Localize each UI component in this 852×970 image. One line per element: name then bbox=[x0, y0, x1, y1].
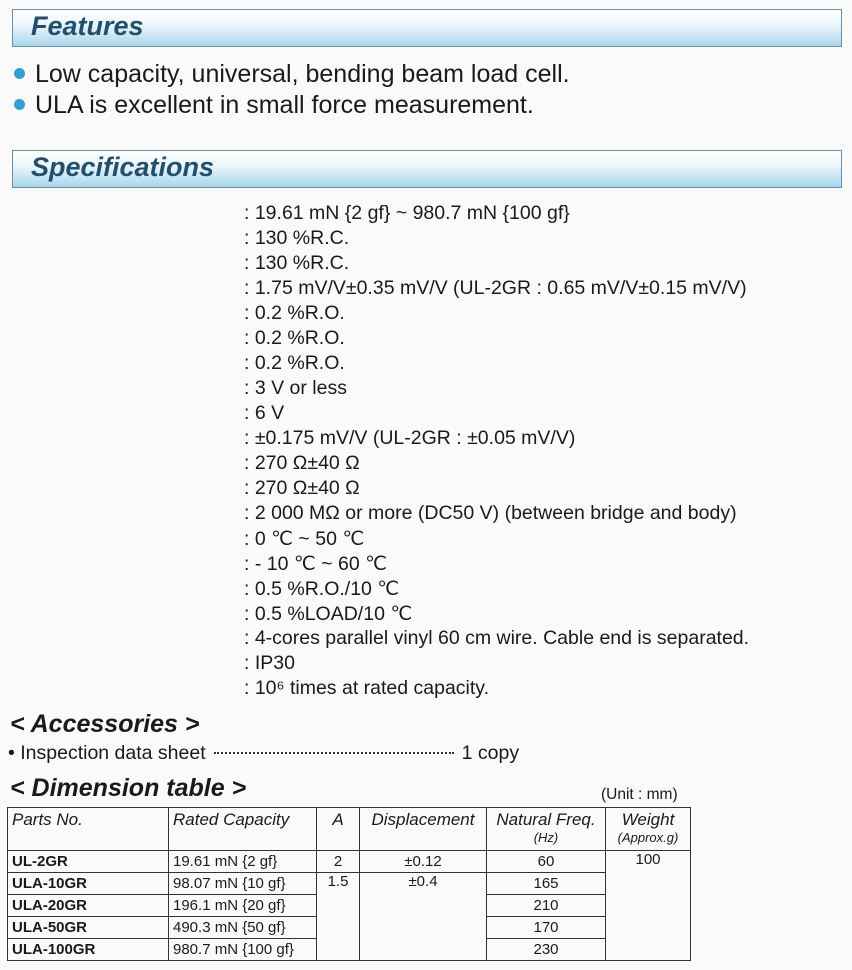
specifications-banner bbox=[12, 150, 842, 188]
header-displacement: Displacement bbox=[360, 808, 487, 851]
header-weight: Weight (Approx.g) bbox=[606, 808, 691, 851]
dimension-a: 1.5 bbox=[317, 873, 360, 961]
spec-value: : 270 Ω±40 Ω bbox=[244, 477, 360, 499]
table-header-row bbox=[8, 808, 691, 851]
natural-frequency: 210 bbox=[487, 895, 606, 917]
spec-value: : 4-cores parallel vinyl 60 cm wire. Cable end is separated. bbox=[244, 627, 750, 649]
rated-capacity: 19.61 mN {2 gf} bbox=[169, 851, 317, 873]
displacement: ±0.4 bbox=[360, 873, 487, 961]
rated-capacity: 196.1 mN {20 gf} bbox=[169, 895, 317, 917]
rated-capacity: 98.07 mN {10 gf} bbox=[169, 873, 317, 895]
header-a: A bbox=[317, 808, 360, 851]
features-heading: Features bbox=[31, 11, 144, 41]
accessory-name: Inspection data sheet bbox=[20, 742, 206, 764]
bullet-icon bbox=[14, 99, 25, 110]
spec-value: : ±0.175 mV/V (UL-2GR : ±0.05 mV/V) bbox=[244, 427, 576, 449]
spec-value: : 130 %R.C. bbox=[244, 252, 350, 274]
spec-value: : - 10 ℃ ~ 60 ℃ bbox=[244, 553, 387, 575]
spec-value: : 0.2 %R.O. bbox=[244, 327, 345, 349]
spec-value: : 10⁶ times at rated capacity. bbox=[244, 677, 490, 699]
feature-item: Low capacity, universal, bending beam load cell. bbox=[14, 60, 570, 89]
part-number: ULA-20GR bbox=[8, 895, 169, 917]
rated-capacity: 490.3 mN {50 gf} bbox=[169, 917, 317, 939]
natural-frequency: 165 bbox=[487, 873, 606, 895]
table-row bbox=[8, 873, 691, 895]
accessory-item bbox=[8, 742, 519, 765]
features-banner bbox=[12, 9, 842, 47]
dimension-table-heading: < Dimension table > bbox=[10, 774, 247, 802]
spec-value: : 6 V bbox=[244, 402, 285, 424]
dimension-a: 2 bbox=[317, 851, 360, 873]
part-number: ULA-50GR bbox=[8, 917, 169, 939]
spec-value: : 0.5 %R.O./10 ℃ bbox=[244, 578, 400, 600]
spec-value: : 19.61 mN {2 gf} ~ 980.7 mN {100 gf} bbox=[244, 202, 570, 224]
displacement: ±0.12 bbox=[360, 851, 487, 873]
part-number: ULA-10GR bbox=[8, 873, 169, 895]
spec-value: : 2 000 MΩ or more (DC50 V) (between bridge and body) bbox=[244, 502, 737, 524]
weight: 100 bbox=[606, 851, 691, 961]
specifications-heading: Specifications bbox=[31, 152, 215, 182]
spec-value: : 0 ℃ ~ 50 ℃ bbox=[244, 528, 365, 550]
natural-frequency: 230 bbox=[487, 939, 606, 961]
dimension-table bbox=[7, 807, 691, 961]
accessories-heading: < Accessories > bbox=[10, 710, 200, 738]
spec-value: : 270 Ω±40 Ω bbox=[244, 452, 360, 474]
natural-frequency: 170 bbox=[487, 917, 606, 939]
rated-capacity: 980.7 mN {100 gf} bbox=[169, 939, 317, 961]
spec-value: : 0.2 %R.O. bbox=[244, 302, 345, 324]
natural-frequency: 60 bbox=[487, 851, 606, 873]
dotted-leader bbox=[214, 752, 454, 754]
spec-value: : 0.2 %R.O. bbox=[244, 352, 345, 374]
bullet-icon bbox=[14, 68, 25, 79]
header-parts-no: Parts No. bbox=[8, 808, 169, 851]
bullet-icon: • bbox=[8, 742, 15, 764]
accessory-quantity: 1 copy bbox=[461, 742, 520, 764]
spec-value: : 3 V or less bbox=[244, 377, 347, 399]
part-number: ULA-100GR bbox=[8, 939, 169, 961]
spec-value: : 130 %R.C. bbox=[244, 227, 350, 249]
spec-value: : 0.5 %LOAD/10 ℃ bbox=[244, 603, 413, 625]
feature-item: ULA is excellent in small force measurement. bbox=[14, 91, 534, 120]
part-number: UL-2GR bbox=[8, 851, 169, 873]
unit-note: (Unit : mm) bbox=[601, 786, 678, 803]
spec-value: : 1.75 mV/V±0.35 mV/V (UL-2GR : 0.65 mV/V±0.15 mV/V) bbox=[244, 277, 747, 299]
header-natural-freq: Natural Freq. (Hz) bbox=[487, 808, 606, 851]
table-row bbox=[8, 851, 691, 873]
header-rated-capacity: Rated Capacity bbox=[169, 808, 317, 851]
spec-value: : IP30 bbox=[244, 652, 295, 674]
